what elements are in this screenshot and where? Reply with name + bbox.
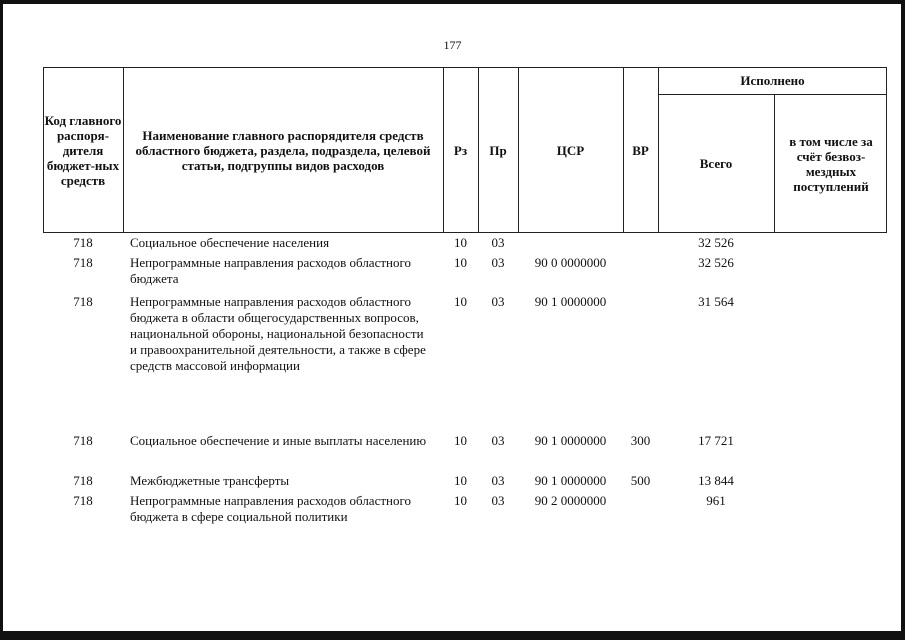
cell-csr: 90 2 0000000 (534, 493, 607, 508)
scan-border-bottom (0, 631, 905, 640)
header-rz: Рз (453, 142, 468, 158)
cell-total: 31 564 (698, 294, 734, 309)
cell-csr: 90 0 0000000 (534, 255, 607, 270)
cell-vr: 300 (630, 433, 651, 448)
cell-pr: 03 (491, 493, 505, 508)
header-pr: Пр (489, 142, 507, 158)
header-executed: Исполнено (740, 73, 805, 88)
cell-rz: 10 (454, 433, 467, 448)
header-divider (774, 94, 775, 233)
cell-vr: 500 (630, 473, 651, 488)
header-divider (123, 67, 124, 233)
scan-border-right (901, 0, 905, 640)
header-total: Всего (699, 156, 733, 171)
cell-code: 718 (73, 433, 93, 448)
cell-rz: 10 (454, 493, 467, 508)
cell-code: 718 (73, 473, 93, 488)
cell-rz: 10 (454, 255, 467, 270)
scan-border-left (0, 0, 3, 640)
scan-border-top (0, 0, 905, 4)
cell-pr: 03 (491, 433, 505, 448)
cell-csr: 90 1 0000000 (534, 294, 607, 309)
cell-name: Непрограммные направления расходов областного бюджета в области общегосударственных вопросов, национальной обороны, национальной безопасности и правоохранительной деятельности, а также в сфере средств массовой информации (130, 294, 426, 373)
cell-total: 32 526 (698, 255, 734, 270)
cell-total: 961 (706, 493, 726, 508)
cell-pr: 03 (491, 473, 505, 488)
header-vr: ВР (632, 142, 649, 158)
cell-pr: 03 (491, 294, 505, 309)
cell-code: 718 (73, 235, 93, 250)
cell-total: 32 526 (698, 235, 734, 250)
cell-name: Непрограммные направления расходов областного бюджета в сфере социальной политики (130, 493, 411, 524)
cell-total: 13 844 (698, 473, 734, 488)
header-code: Код главного распоря-дителя бюджет-ных средств (44, 112, 122, 188)
cell-code: 718 (73, 294, 93, 309)
cell-name: Социальное обеспечение и иные выплаты населению (130, 433, 427, 448)
page-number: 177 (443, 38, 462, 52)
cell-csr: 90 1 0000000 (534, 433, 607, 448)
header-including: в том числе за счёт безвоз-мездных поступлений (789, 133, 873, 194)
cell-rz: 10 (454, 294, 467, 309)
cell-pr: 03 (491, 235, 505, 250)
cell-csr: 90 1 0000000 (534, 473, 607, 488)
cell-rz: 10 (454, 235, 467, 250)
cell-name: Межбюджетные трансферты (130, 473, 290, 488)
cell-name: Социальное обеспечение населения (130, 235, 330, 250)
cell-code: 718 (73, 255, 93, 270)
cell-rz: 10 (454, 473, 467, 488)
header-name: Наименование главного распорядителя средств областного бюджета, раздела, подраздела, целевой статьи, подгруппы видов расходов (135, 127, 431, 173)
cell-pr: 03 (491, 255, 505, 270)
cell-name: Непрограммные направления расходов областного бюджета (130, 255, 411, 286)
cell-total: 17 721 (698, 433, 734, 448)
header-csr: ЦСР (556, 142, 585, 158)
cell-code: 718 (73, 493, 93, 508)
